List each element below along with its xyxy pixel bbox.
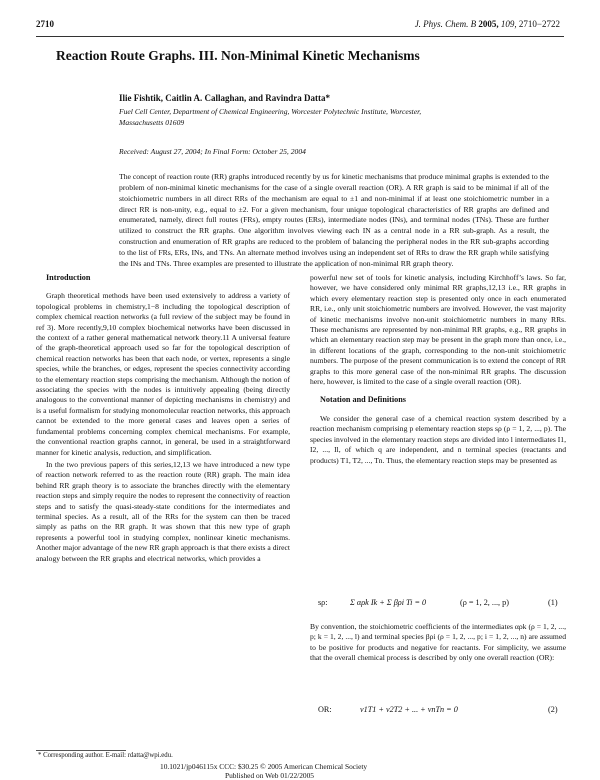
doi-line: 10.1021/jp046115x CCC: $30.25 © 2005 American Chemical Society	[160, 762, 368, 771]
journal-year: 2005,	[478, 19, 499, 29]
published-date: Published on Web 01/22/2005	[225, 771, 314, 780]
footnote-rule	[36, 750, 126, 751]
affiliation: Fuel Cell Center, Department of Chemical Engineering, Worcester Polytechnic Institute, Worcester, Massachusetts 01609	[119, 107, 422, 127]
paper-title: Reaction Route Graphs. III. Non-Minimal Kinetic Mechanisms	[56, 48, 420, 63]
equation-2-body: ν1T1 + ν2T2 + ... + νnTn = 0	[360, 705, 458, 714]
notation-paragraph-2-wrap	[310, 622, 566, 664]
journal-pages: 2710−2722	[518, 19, 560, 29]
author-list: Ilie Fishtik, Caitlin A. Callaghan, and Ravindra Datta*	[119, 93, 331, 103]
journal-name: J. Phys. Chem. B	[414, 19, 477, 29]
corresponding-footnote: * Corresponding author. E-mail: rdatta@wpi.edu.	[38, 752, 173, 759]
abstract: The concept of reaction route (RR) graphs introduced recently by us for kinetic mechanisms that produce minimal graphs is extended to the problem of non-minimal kinetic mechanisms for the case of a single overall reaction (OR). A RR graph is said to be minimal if all of the stoichiometric numbers in all direct RRs of the mechanism are equal to ±1 and non-minimal if at least one stoichiometric number in a direct RR is non-unity, e.g., equal to ±2. For a given mechanism, four unique topological characteristics of RR graphs are defined and enumerated, namely, direct full routes (FRs), empty routes (ERs), intermediate nodes (INs), and terminal nodes (TNs). These are further utilized to construct the RR graphs. One algorithm involves viewing each IN as a central node in a RR sub-graph. As a result, the construction and enumeration of RR graphs are reduced to the problem of balancing the peripheral nodes in the RR sub-graphs according to the list of FRs, ERs, INs, and TNs. An alternate method involves using an independent set of RRs to draw the RR graph while satisfying the INs and TNs. Three examples are presented to illustrate the application of non-minimal RR graph theory.	[119, 172, 549, 268]
notation-heading: Notation and Definitions	[320, 395, 406, 405]
received-dates: Received: August 27, 2004; In Final Form: October 25, 2004	[119, 147, 306, 156]
equation-1-number: (1)	[548, 598, 558, 607]
intro-paragraph-2: In the two previous papers of this series,12,13 we have introduced a new type of reaction network referred to as the reaction route (RR) graph. The main idea behind RR graph theory is to associate the branches directly with the elementary reaction steps and simply require the nodes to represent the connectivity of reaction steps and to satisfy the quasi-steady-state conditions for the intermediates and terminal species. As a result, all of the RRs for the system can then be traced simply as paths on the RR graph. It was shown that this new type of graph represents a powerful tool in studying complex, nonlinear kinetic mechanisms. Another major advantage of the new RR graph approach is that there exists a direct analogy between the RR graphs and electrical networks, which provides a	[36, 459, 290, 563]
notation-paragraph-2: By convention, the stoichiometric coefficients of the intermediates αρk (ρ = 1, 2, ..., p; k = 1, 2, ..., l) and terminal species βρi (ρ = 1, 2, ..., p; i = 1, 2, ..., n) are assumed to be positive for products and negative for reactants. For simplicity, we assume that the overall chemical process is described by only one overall reaction (OR):	[310, 622, 566, 663]
equation-2-label: OR:	[318, 705, 332, 714]
header-rule	[36, 36, 564, 37]
equation-1-range: (ρ = 1, 2, ..., p)	[460, 598, 509, 607]
equation-1-label: sρ:	[318, 598, 328, 607]
running-header	[36, 19, 560, 33]
left-column	[36, 273, 290, 564]
equation-1-body: Σ αρk Ik + Σ βρi Ti = 0	[350, 598, 427, 607]
journal-volume: 109,	[500, 19, 517, 29]
intro-continuation: powerful new set of tools for kinetic analysis, including Kirchhoff’s laws. So far, however, we have considered only minimal RR graphs,12,13 i.e., RR graphs in which every elementary reaction step is presented only once in each enumerated RR, i.e., only unit stoichiometric numbers are involved. However, the vast majority of kinetic mechanisms involve non-unit stoichiometric numbers in many RRs. These mechanisms are represented by non-minimal RR graphs, e.g., RR graphs in which an elementary reaction step may be present in the graph more than once, i.e., in different locations of the graph, corresponding to the non-unit stoichiometric numbers. The purpose of the present communication is to extend the concept of RR graphs to this more general case of the non-minimal RR graphs. The discussion here, however, is limited to the case of a single overall reaction (OR).	[310, 273, 566, 387]
introduction-heading: Introduction	[46, 273, 91, 282]
intro-paragraph-1: Graph theoretical methods have been used extensively to address a variety of topological problems in chemistry,1−8 including the topological description of complex chemical reaction networks (a full review of the subject may be found in ref 3). More recently,9,10 complex biochemical networks have been discussed in the context of a rather general mathematical network theory.11 A universal feature of the graph-theoretical approach used so far for the topological description of chemical reaction networks has been that each node, or vertex, represents a single species, while the branches, or edges, represent the species connectivity according to the elementary reaction steps comprising the mechanism. Although the notion of associating the species with the nodes is intuitively appealing (being directly analogous to the conventional manner of depicting mechanisms in chemistry) and is a useful formalism for studying monomolecular reaction networks, this approach cannot be extended to the more general cases and leaves open a series of fundamental problems concerning complex chemical mechanisms. For example, the conventional reaction graphs cannot, in general, be used in a straightforward manner for kinetic analysis, reduction, and simplification.	[36, 291, 290, 457]
journal-citation	[415, 19, 560, 29]
right-column	[310, 273, 566, 466]
equation-2-number: (2)	[548, 705, 558, 714]
notation-paragraph-1: We consider the general case of a chemical reaction system described by a reaction mechanism comprising p elementary reaction steps sρ (ρ = 1, 2, ..., p). The species involved in the elementary reaction steps are divided into l intermediates I1, I2, ..., Il, of which q are independent, and n terminal species (reactants and products) T1, T2, ..., Tn. Thus, the elementary reaction steps may be presented as	[310, 413, 566, 465]
page-number: 2710	[36, 19, 54, 29]
